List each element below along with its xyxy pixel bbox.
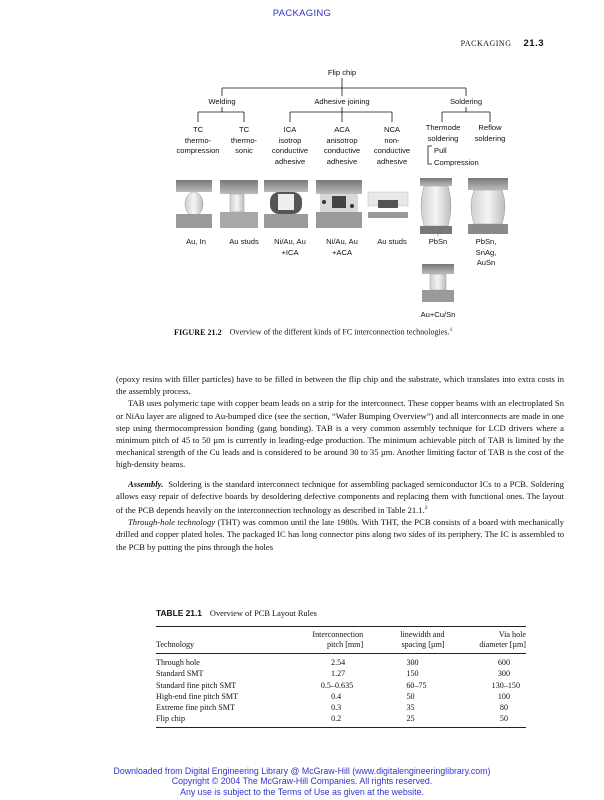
col-technology: Technology	[156, 627, 282, 654]
page-number: 21.3	[523, 38, 544, 49]
figure-caption-text: Overview of the different kinds of FC interconnection technologies.	[229, 327, 450, 337]
table-title	[156, 608, 317, 618]
paragraph-assembly: Assembly. Soldering is the standard interconnect technique for assembling packaged semiconductor ICs to a PCB. Soldering allows easy repair of defective boards by desoldering defective components and replacing them with functional ones. The layout of the PCB depends heavily on the interconnection technology as described in Table 21.1.$^2$	[116, 478, 564, 515]
cell-via: 50	[445, 713, 526, 727]
method-pull: Pull	[434, 146, 447, 155]
footer-line-1[interactable]: Downloaded from Digital Engineering Library @ McGraw-Hill (www.digitalengineeringlibrary.com)	[113, 766, 491, 776]
method-thermode-soldering: Thermode soldering	[425, 123, 461, 143]
table-row	[156, 702, 526, 713]
pcb-layout-table	[156, 626, 526, 728]
category-soldering: Soldering	[449, 97, 483, 106]
tree-root-flip-chip: Flip chip	[327, 68, 357, 77]
table-label: TABLE 21.1	[156, 608, 202, 618]
cell-via: 600	[497, 658, 510, 667]
cell-pitch: 0.4	[331, 691, 342, 701]
table-row	[156, 668, 526, 679]
paragraph-tab: TAB uses polymeric tape with copper beam leads on a strip for the interconnect. These copper beams with an electroplated Sn or NiAu layer are aligned to Au-bumped dice (see the section, “Wafer Bumping Overview”) and all interconnects are made in one step using thermocompression bonding (gang bonding). TAB is a very common assembly technique for LCD drivers where a minimum pitch of 45 to 50 µm is currently in leading-edge production. The minimum achievable pitch of TAB is limited by the mechanical strength of the Cu leads and is considered to be around 30 to 35 µm. Another limiting factor of TAB is the cost of the high-density beams.	[116, 398, 564, 470]
cell-pitch: 0.3	[331, 703, 342, 713]
assembly-heading: Assembly.	[128, 478, 164, 489]
cell-pitch: 1.27	[331, 669, 346, 679]
figure-label: FIGURE 21.2	[174, 327, 222, 337]
footer-line-2: Copyright © 2004 The McGraw-Hill Companies. All rights reserved.	[171, 776, 433, 787]
cell-technology: Standard SMT	[156, 669, 204, 679]
material-au-in: Au, In	[186, 237, 206, 246]
package-tc-compression	[176, 180, 212, 228]
table-row	[156, 713, 526, 727]
material-pbsn: PbSn	[428, 237, 448, 246]
table-row	[156, 691, 526, 702]
cell-pitch: 2.54	[331, 658, 346, 667]
cell-via: 300	[497, 669, 510, 679]
cell-linewidth: 35	[406, 703, 415, 713]
cell-linewidth: 50	[406, 691, 415, 701]
cell-technology: Through hole	[156, 658, 200, 667]
download-footer	[0, 766, 604, 797]
table-row	[156, 654, 526, 669]
material-aca: Ni/Au, Au +ACA	[326, 237, 358, 257]
material-au-studs-1: Au studs	[229, 237, 259, 246]
package-pbsn-thermode	[420, 178, 452, 234]
package-reflow	[468, 178, 508, 234]
package-aca	[316, 180, 362, 228]
assembly-text: Soldering is the standard interconnect technique for assembling packaged semiconductor ICs to a PCB. Soldering allows easy repair of defective boards by desoldering defective components and replacing them with functional ones. The layout of the PCB depends heavily on the interconnection technology as described in Table 21.1.	[116, 478, 564, 515]
cell-technology: Flip chip	[156, 713, 282, 727]
cell-technology: High-end fine pitch SMT	[156, 691, 239, 701]
body-text	[116, 373, 564, 553]
figure-caption: FIGURE 21.2 Overview of the different kinds of FC interconnection technologies.$^1$	[174, 327, 453, 337]
top-banner: PACKAGING	[272, 8, 332, 19]
cell-linewidth: 25	[363, 713, 444, 727]
cell-linewidth: 150	[406, 669, 419, 679]
material-ica: Ni/Au, Au +ICA	[274, 237, 306, 257]
package-cross-sections	[172, 178, 512, 234]
cell-linewidth: 60–75	[406, 680, 427, 690]
method-ica: ICA isotrop conductive adhesive	[271, 125, 309, 166]
package-au-cu-sn	[420, 264, 456, 306]
table-row	[156, 680, 526, 691]
method-tc-thermo-sonic: TC thermo- sonic	[230, 125, 258, 155]
material-au-studs-2: Au studs	[377, 237, 407, 246]
package-tc-sonic	[220, 180, 258, 228]
category-adhesive-joining: Adhesive joining	[314, 97, 370, 106]
running-head-title: PACKAGING	[460, 39, 512, 48]
cell-linewidth: 300	[406, 658, 419, 667]
cell-technology: Standard fine pitch SMT	[156, 680, 237, 690]
method-tc-thermo-compression: TC thermo- compression	[176, 125, 220, 155]
tht-heading: Through-hole technology	[128, 517, 216, 528]
table-title-text: Overview of PCB Layout Rules	[209, 609, 317, 618]
cell-via: 100	[497, 691, 510, 701]
package-ica	[264, 180, 308, 228]
method-reflow-soldering: Reflow soldering	[474, 123, 506, 143]
category-welding: Welding	[208, 97, 236, 106]
cell-via: 80	[499, 703, 508, 713]
col-via: Via hole diameter [µm]	[445, 627, 526, 654]
col-linewidth: linewidth and spacing [µm]	[363, 627, 444, 654]
method-compression: Compression	[434, 158, 479, 167]
paragraph-tht	[116, 516, 564, 553]
tht-text: (THT) was common until the late 1980s. With THT, the PCB consists of a board with mechanically drilled and copper plated holes. The packaged IC has long connector pins along two sides of its periphery. The IC is assembled to the PCB by putting the pins through the holes	[116, 517, 564, 552]
method-aca: ACA anisotrop conductive adhesive	[323, 125, 361, 166]
footer-line-3: Any use is subject to the Terms of Use as given at the website.	[180, 786, 424, 797]
col-pitch: Interconnection pitch [mm]	[282, 627, 363, 654]
cell-technology: Extreme fine pitch SMT	[156, 703, 235, 713]
cell-pitch: 0.2	[282, 713, 363, 727]
paragraph-1: (epoxy resins with filler particles) have to be filled in between the flip chip and the substrate, which translates into extra costs in the assembly process.	[116, 374, 564, 397]
cell-pitch: 0.5–0.635	[320, 680, 354, 690]
material-au-cu-sn: Au+Cu/Sn	[420, 310, 456, 319]
material-pbsn-snag-ausn: PbSn, SnAg, AuSn	[475, 237, 497, 267]
package-nca	[368, 192, 408, 218]
method-nca: NCA non- conductive adhesive	[373, 125, 411, 166]
table-header-row	[156, 627, 526, 654]
cell-via: 130–150	[491, 680, 520, 690]
